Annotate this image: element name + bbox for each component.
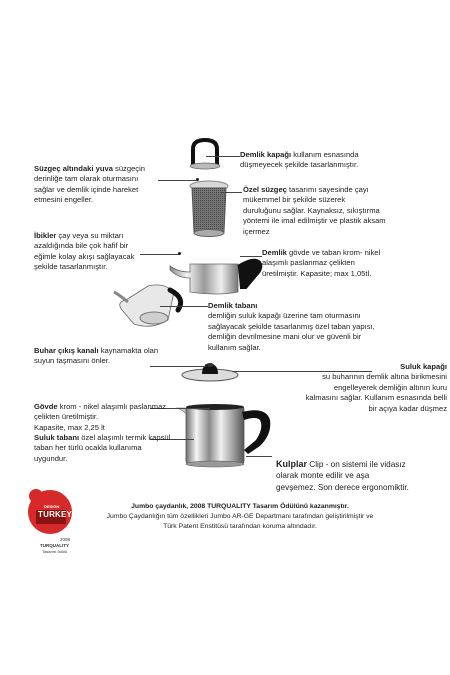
annotation-text: gevşemez. Son derece ergonomiktir. [276,482,409,492]
annotation-demlik-kapagi [240,150,440,171]
leader-line [220,192,242,193]
annotation-text: suyun taşmasını önler. [34,356,110,366]
annotation-ibikler [34,231,174,273]
annotation-text: olarak monte edilir ve aşa [276,471,370,481]
annotation-kulplar [276,458,446,493]
leader-line [246,456,272,457]
footer-line: Jumbo çaydanlık, 2008 TURQUALITY Tasarım Ödülünü kazanmıştır. [131,503,349,510]
annotation-text: kullanım esnasında [291,150,359,159]
annotation-title: Demlik tabanı [208,301,258,310]
annotation-title: İbikler [34,231,57,240]
annotation-title: Süzgeç altındaki yuva [34,164,113,173]
badge-year: 2008 [60,537,71,542]
annotation-title: Özel süzgeç [243,185,287,194]
annotation-text: tasarımı sayesinde çayı [286,185,369,194]
leader-dot [178,252,181,255]
annotation-text: eğimle kolay akışı sağlayacak [34,251,135,261]
annotation-text: özel alaşımlı termik kapsül [79,433,171,442]
annotation-demlik [262,248,442,279]
annotation-text: çelikten üretilmiştir. [34,412,99,422]
annotation-title: Demlik kapağı [240,150,292,159]
annotation-text: sağlar ve demlik içinde hareket [34,184,139,194]
strainer-icon [186,180,232,242]
annotation-text: kullanım sağlar. [208,342,261,352]
leader-line [240,256,262,257]
annotation-text: demliğin devrilmesine mani olur ve güvenli bir [208,332,362,342]
annotation-title: Gövde [34,402,58,411]
badge-brand: TURQUALITY [40,543,69,548]
annotation-text: demliğin suluk kapağı üzerine tam oturmasını [208,311,361,321]
leader-dot [196,178,199,181]
badge-top-text: DESIGN [44,504,60,509]
annotation-title: Suluk kapağı [400,362,447,371]
annotation-text: mükemmel bir şekilde süzerek [243,195,346,205]
annotation-govde [34,402,184,433]
annotation-title: Buhar çıkış kanalı [34,346,99,355]
annotation-text: Kapasite, max 2,25 lt [34,422,105,432]
annotation-text: etmesini engeller. [34,195,94,205]
leader-line [206,156,240,157]
annotation-text: su buharının demlik altına birikmesini [322,372,447,382]
leader-line [160,306,208,307]
annotation-text: kalmasını sağlar. Kullanım esnasında belli [305,393,447,403]
annotation-ozel-suzgec [243,185,443,237]
annotation-demlik-tabani [208,301,428,353]
lid-knob-icon [180,137,230,173]
footer-line: Türk Patent Enstitüsü tarafından koruma altındadır. [163,522,317,530]
badge-main-text: TURKEY [38,510,73,519]
annotation-text: uygundur. [34,453,68,463]
annotation-text: sağlayacak şekilde tasarlanmış özel taban yapısı, [208,321,375,331]
annotation-text: şekilde tasarlanmıştır. [34,262,108,272]
annotation-text: azaldığında bile çok hafif bir [34,241,129,251]
annotation-text: çay veya su miktarı [56,231,124,240]
annotation-text: Clip - on sistemi ile vidasız [307,460,406,469]
annotation-suluk-kapagi [262,362,447,414]
annotation-suluk-tabani [34,433,204,464]
annotation-suzgec-yuva [34,164,184,206]
annotation-title: Suluk tabanı [34,433,80,442]
annotation-title: Demlik [262,248,287,257]
annotation-text: yöntemi ile imal edilmiştir ve plastik aksam [243,216,386,226]
annotation-text: taban her türlü ocakla kullanıma [34,443,142,453]
annotation-title: Kulplar [276,459,308,469]
leader-dot [205,364,208,367]
annotation-text: içermez [243,226,270,236]
annotation-text: düşmeyecek şekilde tasarlanmıştır. [240,160,359,170]
annotation-text: kaynamakta olan [98,346,159,355]
annotation-text: üretilmiştir. Kapasite; max 1,05tl. [262,268,372,278]
footer-note [80,502,400,532]
annotation-buhar [34,346,204,367]
annotation-text: gövde ve taban krom- nikel [286,248,381,257]
footer-line: Jumbo Çaydanlığın tüm özellikleri Jumbo AR-GE Departmanı tarafından geliştirilmiştir ve [106,512,374,520]
annotation-text: duruluğunu sağlar. Kaynaksız, sıkıştırma [243,205,380,215]
annotation-text: engelleyerek demliğin altının kuru [333,382,447,392]
annotation-text: derinliğe tam olarak oturmasını [34,174,139,184]
annotation-text: krom - nikel alaşımlı paslanmaz [57,402,167,411]
badge-sub: Tasarım ödülü [42,549,68,554]
annotation-text: alaşımlı paslanmaz çelikten [262,258,355,268]
annotation-text: süzgeçin [112,164,146,173]
design-turkey-badge [22,486,80,560]
annotation-text: bir açıya kadar düşmez [368,403,447,413]
